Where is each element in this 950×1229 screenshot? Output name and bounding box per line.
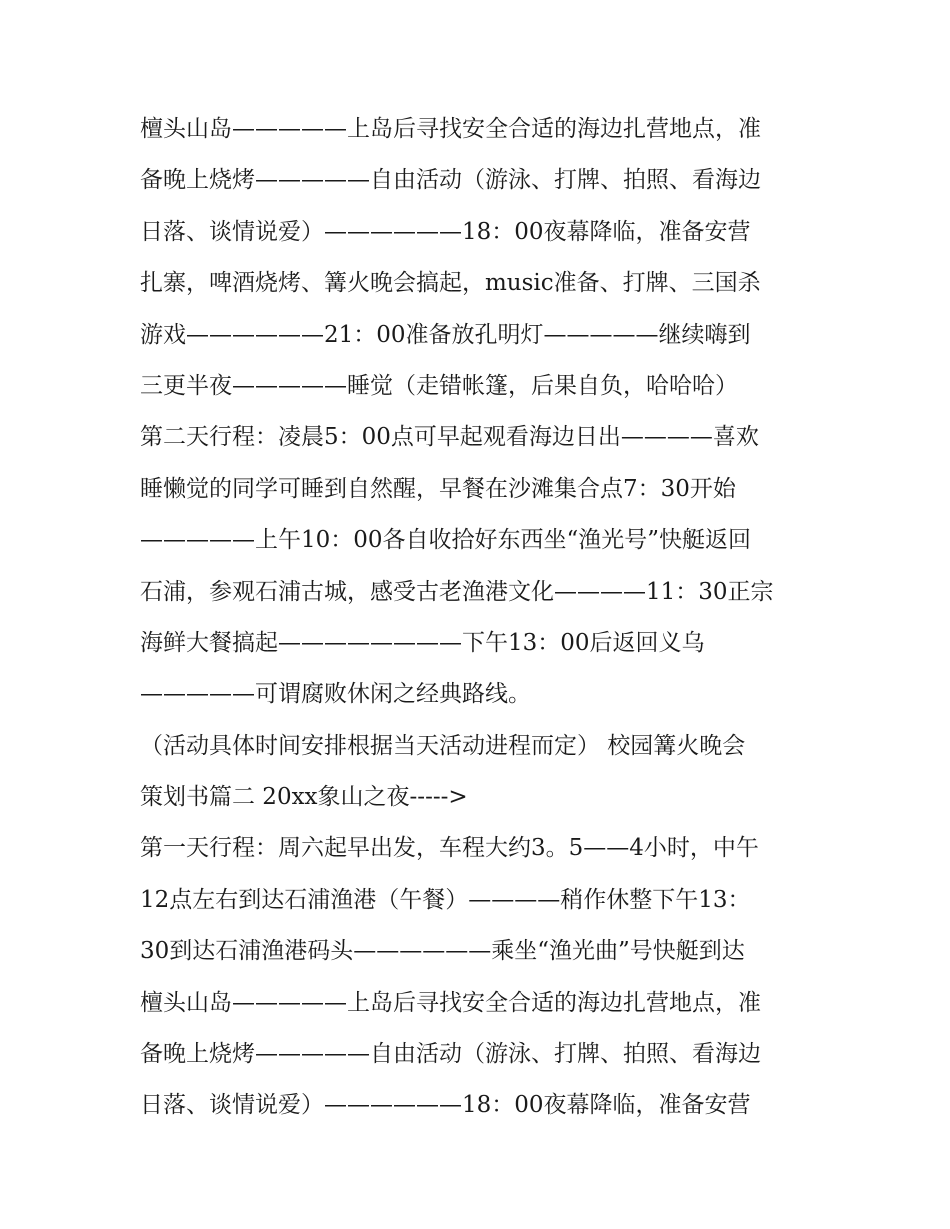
text-line: 第一天行程：周六起早出发，车程大约3。5——4小时，中午 [140, 835, 759, 862]
text-line: 海鲜大餐搞起————————下午13：00后返回义乌 [140, 629, 705, 656]
text-line: 游戏——————21：00准备放孔明灯—————继续嗨到 [140, 321, 751, 348]
text-line: （活动具体时间安排根据当天活动进程而定） 校园篝火晚会 [140, 732, 746, 759]
text-line: 扎寨，啤酒烧烤、篝火晚会搞起，music准备、打牌、三国杀 [140, 270, 761, 297]
text-line: 檀头山岛—————上岛后寻找安全合适的海边扎营地点，准 [140, 989, 761, 1016]
text-line: 30到达石浦渔港码头——————乘坐“渔光曲”号快艇到达 [140, 938, 745, 965]
text-line: 檀头山岛—————上岛后寻找安全合适的海边扎营地点，准 [140, 116, 761, 142]
body-text [140, 104, 820, 1132]
text-line: —————可谓腐败休闲之经典路线。 [140, 681, 531, 708]
text-line: 备晚上烧烤—————自由活动（游泳、打牌、拍照、看海边 [140, 167, 761, 194]
text-line: 石浦，参观石浦古城，感受古老渔港文化————11：30正宗 [140, 578, 774, 605]
text-line: 第二天行程：凌晨5：00点可早起观看海边日出————喜欢 [140, 424, 759, 451]
text-line: 睡懒觉的同学可睡到自然醒，早餐在沙滩集合点7：30开始 [140, 475, 736, 502]
text-line: 12点左右到达石浦渔港（午餐）————稍作休整下午13： [140, 886, 751, 913]
text-line: 备晚上烧烤—————自由活动（游泳、打牌、拍照、看海边 [140, 1041, 761, 1068]
text-line: 日落、谈情说爱）——————18：00夜幕降临，准备安营 [140, 1092, 751, 1119]
text-line: 日落、谈情说爱）——————18：00夜幕降临，准备安营 [140, 218, 751, 245]
text-line: 策划书篇二 20xx象山之夜-----> [140, 784, 468, 811]
text-line: —————上午10：00各自收拾好东西坐“渔光号”快艇返回 [140, 527, 752, 554]
text-line: 三更半夜—————睡觉（走错帐篷，后果自负，哈哈哈） [140, 372, 738, 399]
